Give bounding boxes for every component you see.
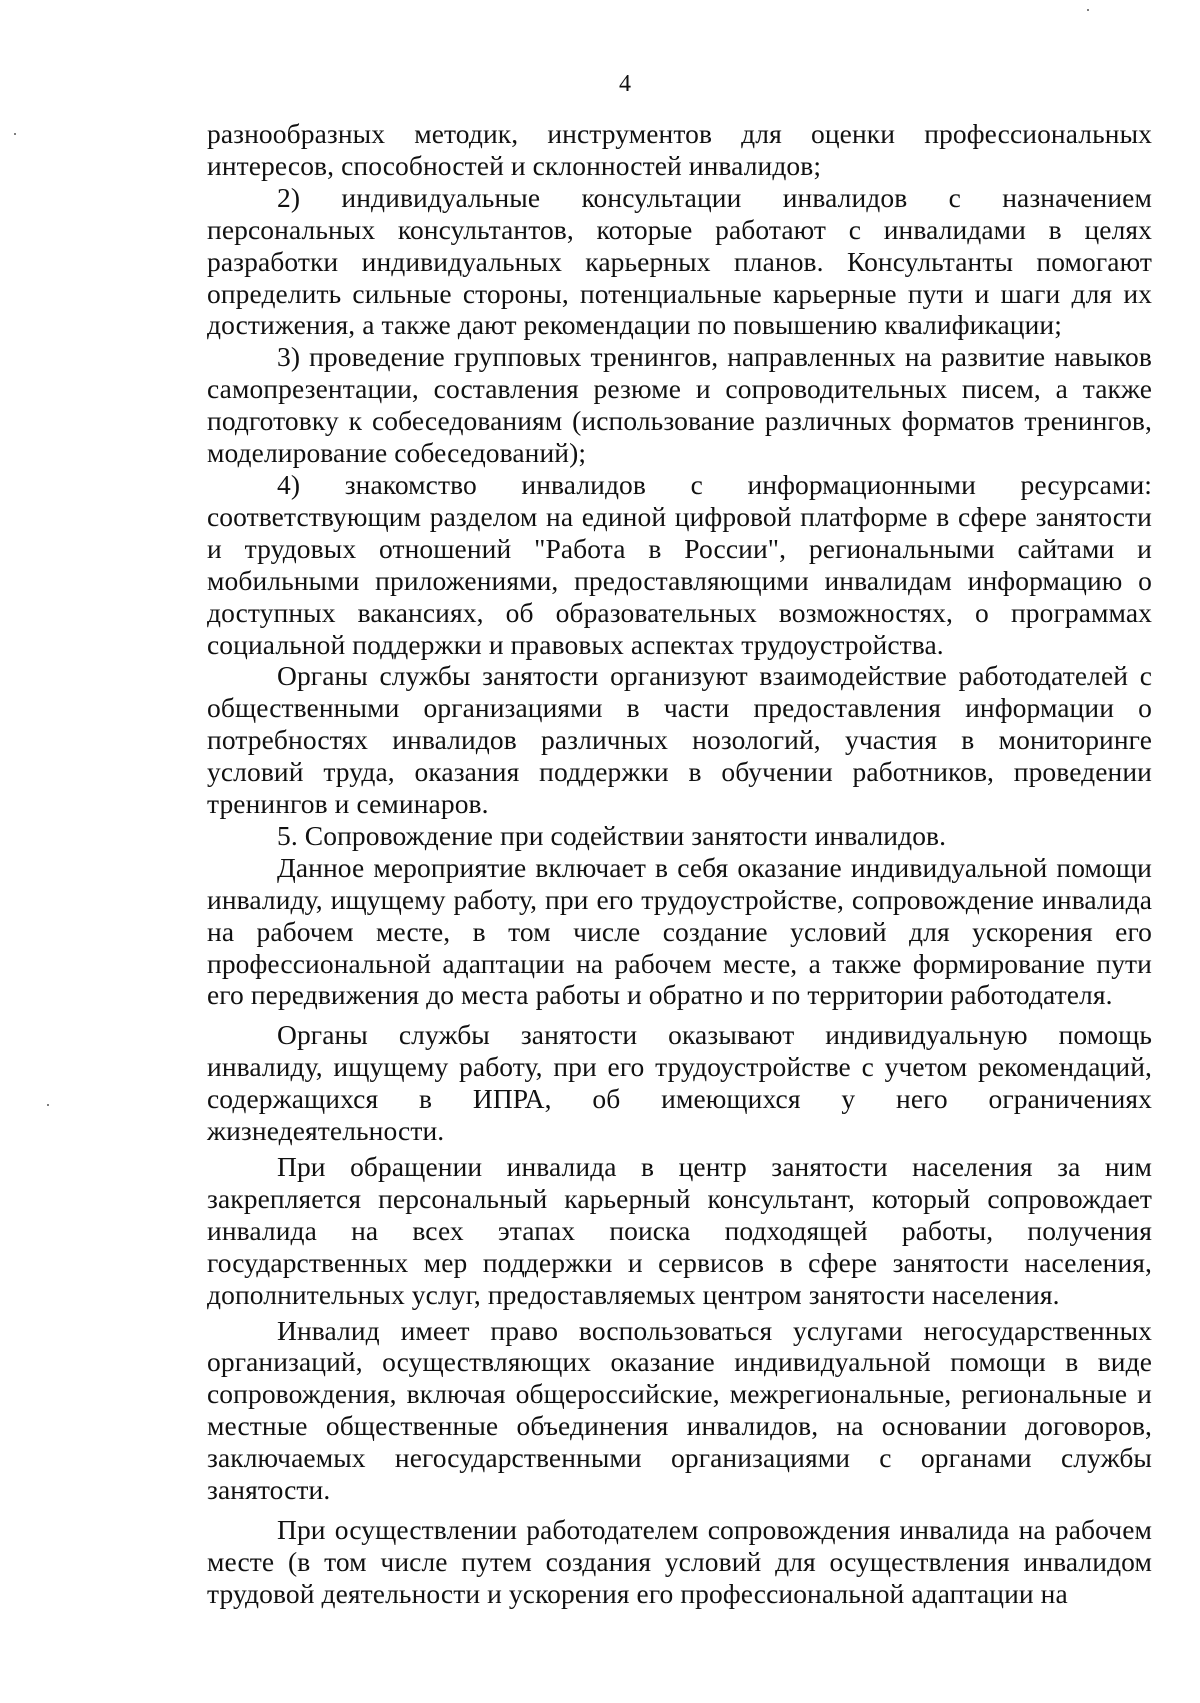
paragraph-2: 2) индивидуальные консультации инвалидов с назначением персональных консультантов, которые работают с инвалидами в целях разработки индивидуальных карьерных планов. Консультанты помогают определить сильные стороны, потенциальные карьерные пути и шаги для их достижения, а также дают рекомендации по повышению квалификации; [207,181,1152,341]
paragraph-7: Данное мероприятие включает в себя оказание индивидуальной помощи инвалиду, ищущему работу, при его трудоустройстве, сопровождение инвалида на рабочем месте, в том числе создание условий для ускорения его профессиональной адаптации на рабочем месте, а также формирование пути его передвижения до места работы и обратно и по территории работодателя. [207,851,1152,1011]
scan-speck [1087,9,1089,11]
paragraph-3: 3) проведение групповых тренингов, направленных на развитие навыков самопрезентации, составления резюме и сопроводительных писем, а также подготовку к собеседованиям (использование различных форматов тренингов, моделирование собеседований); [207,341,1152,469]
paragraph-1: разнообразных методик, инструментов для оценки профессиональных интересов, способностей и склонностей инвалидов; [207,118,1152,181]
paragraph-8: Органы службы занятости оказывают индивидуальную помощь инвалиду, ищущему работу, при его трудоустройстве с учетом рекомендаций, содержащихся в ИПРА, об имеющихся у него ограничениях жизнедеятельности. [207,1019,1152,1147]
page-number: 4 [619,71,631,97]
paragraph-5: Органы службы занятости организуют взаимодействие работодателей с общественными организациями в части предоставления информации о потребностях инвалидов различных нозологий, участия в мониторинге условий труда, оказания поддержки в обучении работников, проведении тренингов и семинаров. [207,660,1152,820]
paragraph-11: При осуществлении работодателем сопровождения инвалида на рабочем месте (в том числе путем создания условий для осуществления инвалидом трудовой деятельности и ускорения его профессиональной адаптации на [207,1513,1152,1609]
paragraph-4: 4) знакомство инвалидов с информационными ресурсами: соответствующим разделом на единой цифровой платформе в сфере занятости и трудовых отношений "Работа в России", региональными сайтами и мобильными приложениями, предоставляющими инвалидам информацию о доступных вакансиях, об образовательных возможностях, о программах социальной поддержки и правовых аспектах трудоустройства. [207,468,1152,660]
paragraph-9: При обращении инвалида в центр занятости населения за ним закрепляется персональный карьерный консультант, который сопровождает инвалида на всех этапах поиска подходящей работы, получения государственных мер поддержки и сервисов в сфере занятости населения, дополнительных услуг, предоставляемых центром занятости населения. [207,1151,1152,1310]
scan-speck [14,133,16,135]
paragraph-10: Инвалид имеет право воспользоваться услугами негосударственных организаций, осуществляющих оказание индивидуальной помощи в виде сопровождения, включая общероссийские, межрегиональные, региональные и местные общественные объединения инвалидов, на основании договоров, заключаемых негосударственными организациями с органами службы занятости. [207,1314,1152,1506]
paragraph-6: 5. Сопровождение при содействии занятости инвалидов. [277,819,947,851]
document-body [207,118,1152,1610]
scan-speck [47,1104,49,1106]
